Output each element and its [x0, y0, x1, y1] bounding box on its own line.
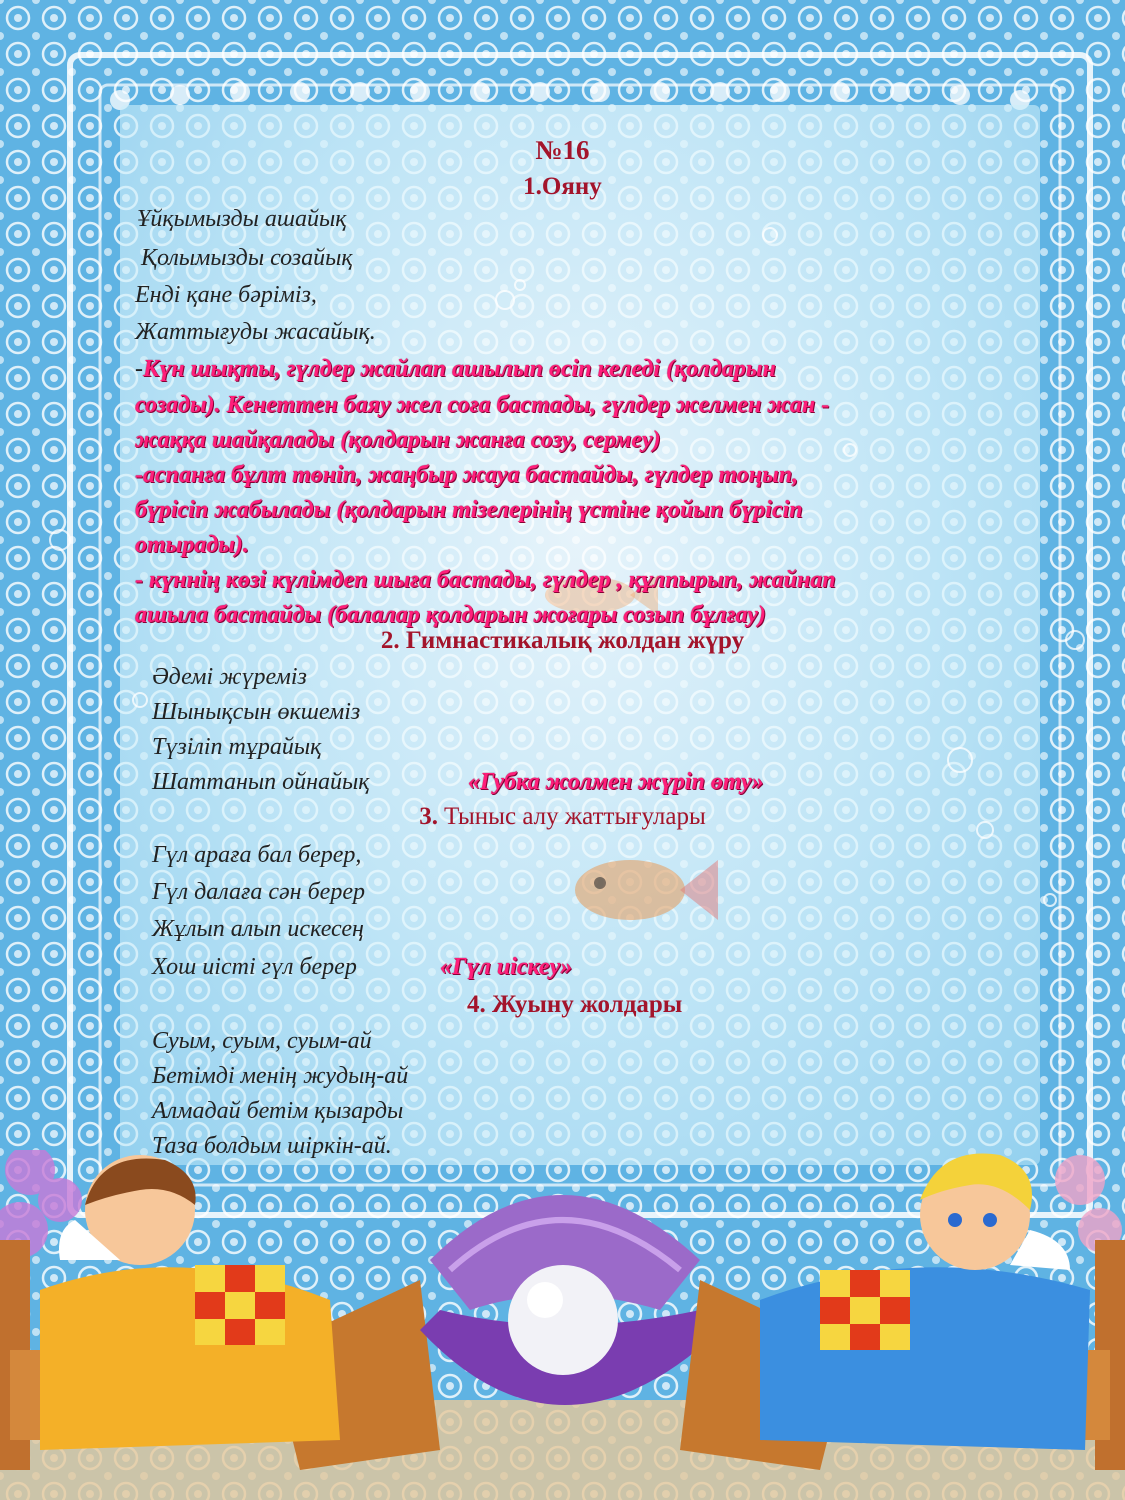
verse-line: Жұлып алып искесең [152, 916, 364, 942]
verse-line: Қолымызды созайық [141, 245, 353, 271]
document-number: №16 [535, 135, 590, 165]
verse-line: Гүл далаға сән берер [152, 879, 365, 905]
instruction-line: созады). Кенеттен баяу жел соға бастады, гүлдер желмен жан - [135, 392, 830, 418]
section-3-heading-num: 3. [419, 803, 438, 830]
instruction-dash [135, 356, 776, 383]
dash: - [135, 356, 143, 382]
instruction-line: Күн шықты, гүлдер жайлап ашылып өсіп келеді (қолдарын [143, 356, 776, 382]
verse-line: Бетімді менің жудың-ай [152, 1063, 409, 1089]
sleeping-children-illustration [0, 1150, 1125, 1500]
section-1-heading: 1.Ояну [523, 173, 602, 200]
verse-line: Гүл араға бал берер, [152, 842, 362, 868]
verse-line: Түзіліп тұрайық [152, 734, 322, 760]
verse-line: Шаттанып ойнайық [152, 769, 370, 795]
instruction-line: - күннің көзі күлімдеп шыға бастады, гүлдер , құлпырып, жайнап [135, 567, 836, 593]
verse-line: Хош иісті гүл берер [152, 954, 357, 980]
verse-line: Әдемі жүреміз [152, 664, 307, 690]
section-3-heading [0, 803, 1125, 831]
verse-line: Енді қане бәріміз, [135, 282, 317, 308]
section-2-heading [0, 627, 1125, 655]
section-4-heading: 4. Жуыну жолдары [467, 991, 683, 1018]
instruction-line: ашыла бастайды (балалар қолдарын жоғары созып бұлғау) [135, 602, 766, 628]
verse-line: Ұйқымызды ашайық [137, 206, 347, 232]
verse-line: Таза болдым шіркін-ай. [152, 1133, 392, 1159]
verse-line: Суым, суым, суым-ай [152, 1028, 372, 1054]
instruction-line: отырады). [135, 532, 249, 558]
instruction-line: -аспанға бұлт төніп, жаңбыр жауа бастайды, гүлдер тоңып, [135, 462, 799, 488]
section-3-heading-text: Тыныс алу жаттығулары [443, 803, 706, 830]
game-title: «Губка жолмен жүріп өту» [468, 769, 764, 795]
section-2-heading-text: Гимнастикалық жолдан жүру [405, 627, 745, 654]
instruction-line: жаққа шайқалады (қолдарын жанға созу, сермеу) [135, 427, 661, 453]
verse-line: Алмадай бетім қызарды [152, 1098, 404, 1124]
verse-line: Шынықсын өкшеміз [152, 699, 361, 725]
instruction-line: бүрісіп жабылады (қолдарын тізелерінің үстіне қойып бүрісіп [135, 497, 803, 523]
section-2-heading-num: 2. [380, 627, 400, 654]
verse-line: Жаттығуды жасайық. [135, 319, 376, 345]
game-title: «Гүл иіскеу» [440, 954, 573, 980]
